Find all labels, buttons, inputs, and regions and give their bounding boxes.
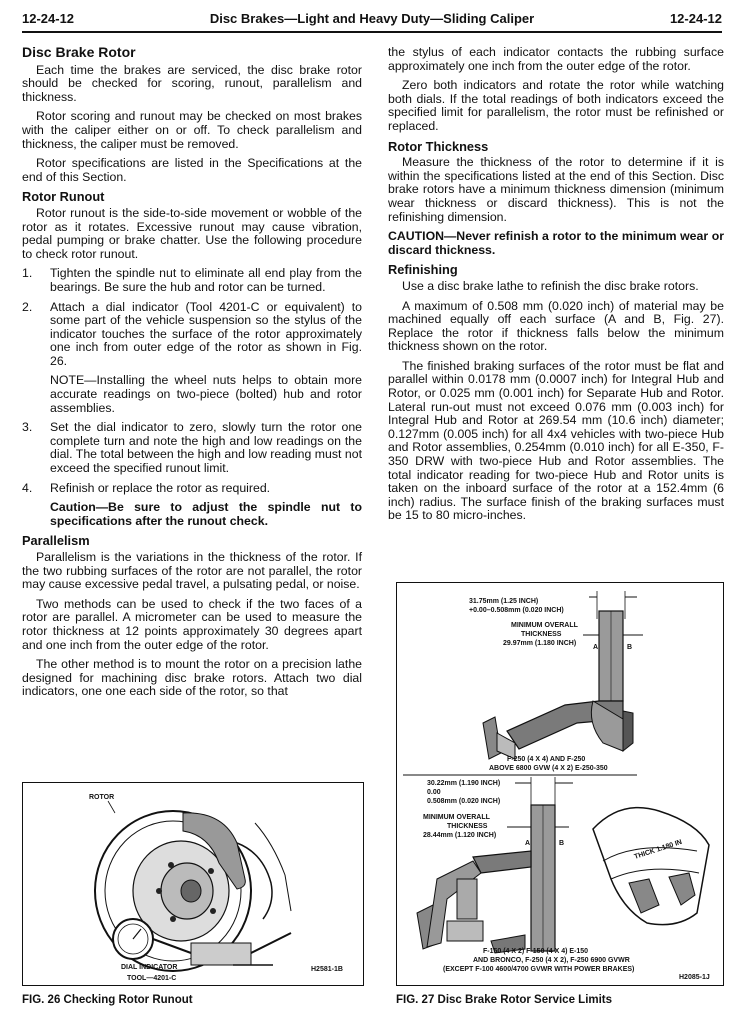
subheading-rotor-runout: Rotor Runout [22, 189, 105, 205]
list-item [22, 482, 362, 529]
bottom-vehicle-label-1: F-150 (4 X 2) F-150 (4 X 4) E-150 [483, 948, 589, 955]
step-text: Attach a dial indicator (Tool 4201-C or equivalent) to some part of the vehicle suspension so the stylus of the indicator touches the surface of the rotor approximately one inch from outer edge of the rotor as shown in Fig. 26. [50, 299, 362, 368]
figure-26-caption: FIG. 26 Checking Rotor Runout [22, 994, 193, 1006]
top-min-label-3: 29.97mm (1.180 INCH) [503, 640, 577, 647]
list-item [22, 267, 362, 294]
step-number: 3. [22, 420, 33, 435]
subheading-parallelism: Parallelism [22, 533, 90, 549]
figure-code: H2581-1B [311, 966, 343, 973]
figure-26-frame [22, 782, 364, 986]
list-item [22, 421, 362, 475]
bottom-min-label-1: MINIMUM OVERALL [423, 814, 490, 821]
caution-text: CAUTION—Never refinish a rotor to the minimum wear or discard thickness. [388, 229, 724, 257]
thickness-stamp-text: THICK 1.180 IN [633, 838, 683, 861]
step-text: Refinish or replace the rotor as required. [50, 480, 271, 495]
paragraph: Rotor specifications are listed in the Specifications at the end of this Section. [22, 156, 362, 184]
dial-indicator-label: DIAL INDICATOR [121, 964, 178, 971]
header-title: Disc Brakes—Light and Heavy Duty—Sliding Caliper [209, 11, 535, 26]
bottom-min-label-3: 28.44mm (1.120 INCH) [423, 832, 497, 839]
paragraph: Two methods can be used to check if the two faces of a rotor are parallel. A micrometer can be used to measure the rotor thickness at 12 points approximately 30 degrees apart and one inch from the outer edge of the rotor. [22, 596, 362, 652]
header-page-number-left: 12-24-12 [22, 11, 75, 26]
left-column [22, 46, 362, 705]
step-text: Tighten the spindle nut to eliminate all end play from the bearings. Be sure the hub and rotor can be turned. [50, 266, 362, 294]
step-text: Set the dial indicator to zero, slowly turn the rotor one complete turn and note the high and low readings on the dial. The total between the high and low reading must not exceed the specified runout limit. [50, 420, 362, 476]
tool-label: TOOL—4201-C [127, 975, 177, 982]
bottom-dimension-3: 0.508mm (0.020 INCH) [427, 798, 501, 805]
paragraph: the stylus of each indicator contacts the rubbing surface approximately one inch from the outer edge of the rotor. [388, 45, 724, 73]
figure-27-frame [396, 582, 724, 986]
face-b-label: B [559, 840, 565, 847]
step-number: 4. [22, 480, 33, 495]
runout-steps [22, 267, 362, 528]
header-rule [22, 31, 722, 33]
paragraph: The finished braking surfaces of the rotor must be flat and parallel within 0.0178 mm (0.0007 inch) for Integral Hub and Rotor, or 0.025 mm (0.001 inch) for Separate Hub and Rotor. Lateral run-out must not exceed 0.076 mm (0.003 inch) for Integral Hub and Rotor at 269.54 mm (10.6 inch) diameter; 0.127mm (0.005 inch) for all 4x4 vehicles with two-piece Hub and Rotor assemblies, 0.254mm (0.010 inch) for all E-350, F-350 DRW with two-piece Hub and Rotor assemblies. The total indicator reading for two-piece Hub and Rotor units is taken on the inboard surface of the rotor at a 152.4mm (6 inch) radius. The surface finish of the braking surfaces must be 15 to 80 micro-inches. [388, 358, 724, 523]
top-min-label-2: THICKNESS [521, 631, 562, 638]
step-caution: Caution—Be sure to adjust the spindle nut to specifications after the runout check. [50, 500, 362, 528]
figure-27-illustration [397, 583, 723, 985]
top-dimension-2: +0.00–0.508mm (0.020 INCH) [469, 607, 564, 614]
paragraph: Use a disc brake lathe to refinish the disc brake rotors. [402, 278, 699, 293]
figure-code: H2085-1J [679, 974, 710, 981]
paragraph: The other method is to mount the rotor on a precision lathe designed for machining disc brake rotors. Attach two dial indicators, one one each side of the rotor, so that [22, 657, 362, 699]
top-dimension-1: 31.75mm (1.25 INCH) [469, 598, 539, 605]
paragraph: Each time the brakes are serviced, the disc brake rotor should be checked for scoring, runout, parallelism and thickness. [22, 62, 362, 104]
page-header [22, 9, 722, 29]
face-b-label: B [627, 644, 633, 651]
paragraph: A maximum of 0.508 mm (0.020 inch) of material may be machined equally off each surface (A and B, Fig. 27). Replace the rotor if thickness falls below the minimum thickness shown on the rotor. [388, 298, 724, 354]
top-vehicle-label-2: ABOVE 6800 GVW (4 X 2) E-250-350 [489, 765, 608, 772]
step-number: 1. [22, 266, 33, 281]
header-page-number-right: 12-24-12 [669, 11, 722, 26]
right-column [388, 46, 724, 529]
rotor-label: ROTOR [89, 794, 115, 801]
figure-27-caption: FIG. 27 Disc Brake Rotor Service Limits [396, 994, 613, 1006]
top-vehicle-label-1: F-250 (4 X 4) AND F-250 [507, 756, 586, 763]
top-min-label-1: MINIMUM OVERALL [511, 622, 578, 629]
figure-26-illustration [23, 783, 363, 985]
face-a-label: A [525, 840, 531, 847]
rotor-thickness-stamp-drawing [593, 808, 709, 925]
paragraph: Rotor runout is the side-to-side movement or wobble of the rotor as it rotates. Excessive runout may cause vibration, pedal pumping or brake chatter. Use the following procedure to check rotor runout. [22, 205, 362, 261]
paragraph: Measure the thickness of the rotor to determine if it is within the specifications listed at the end of this Section. Disc brake rotors have a minimum thickness dimension (minimum wear thickness or discard thickness). This is not the refinishing dimension. [388, 155, 724, 224]
paragraph: Rotor scoring and runout may be checked on most brakes with the caliper either on or off. To check parallelism and thickness, the caliper must be removed. [22, 109, 362, 151]
paragraph: Zero both indicators and rotate the rotor while watching both dials. If the total readings of both indicators exceed the specified limit for parallelism, the rotor must be refinished or replaced. [388, 78, 724, 133]
subheading-refinishing: Refinishing [388, 262, 458, 278]
step-note: NOTE—Installing the wheel nuts helps to obtain more accurate readings on two-piece (bolted) hub and rotor assemblies. [50, 373, 362, 415]
list-item [22, 301, 362, 416]
section-title: Disc Brake Rotor [22, 44, 136, 60]
bottom-dimension-2: 0.00 [427, 789, 441, 796]
bottom-dimension-1: 30.22mm (1.190 INCH) [427, 780, 501, 787]
subheading-rotor-thickness: Rotor Thickness [388, 138, 489, 154]
face-a-label: A [593, 644, 599, 651]
paragraph: Parallelism is the variations in the thickness of the rotor. If the two rubbing surfaces of the rotor are not parallel, the rotor may cause excessive pedal travel, a pulsating pedal, or noise. [22, 550, 362, 592]
bottom-vehicle-label-3: (EXCEPT F-100 4600/4700 GVWR WITH POWER BRAKES) [443, 966, 635, 973]
bottom-min-label-2: THICKNESS [447, 823, 488, 830]
bottom-vehicle-label-2: AND BRONCO, F-250 (4 X 2), F-250 6900 GVWR [473, 957, 630, 964]
step-number: 2. [22, 299, 33, 314]
